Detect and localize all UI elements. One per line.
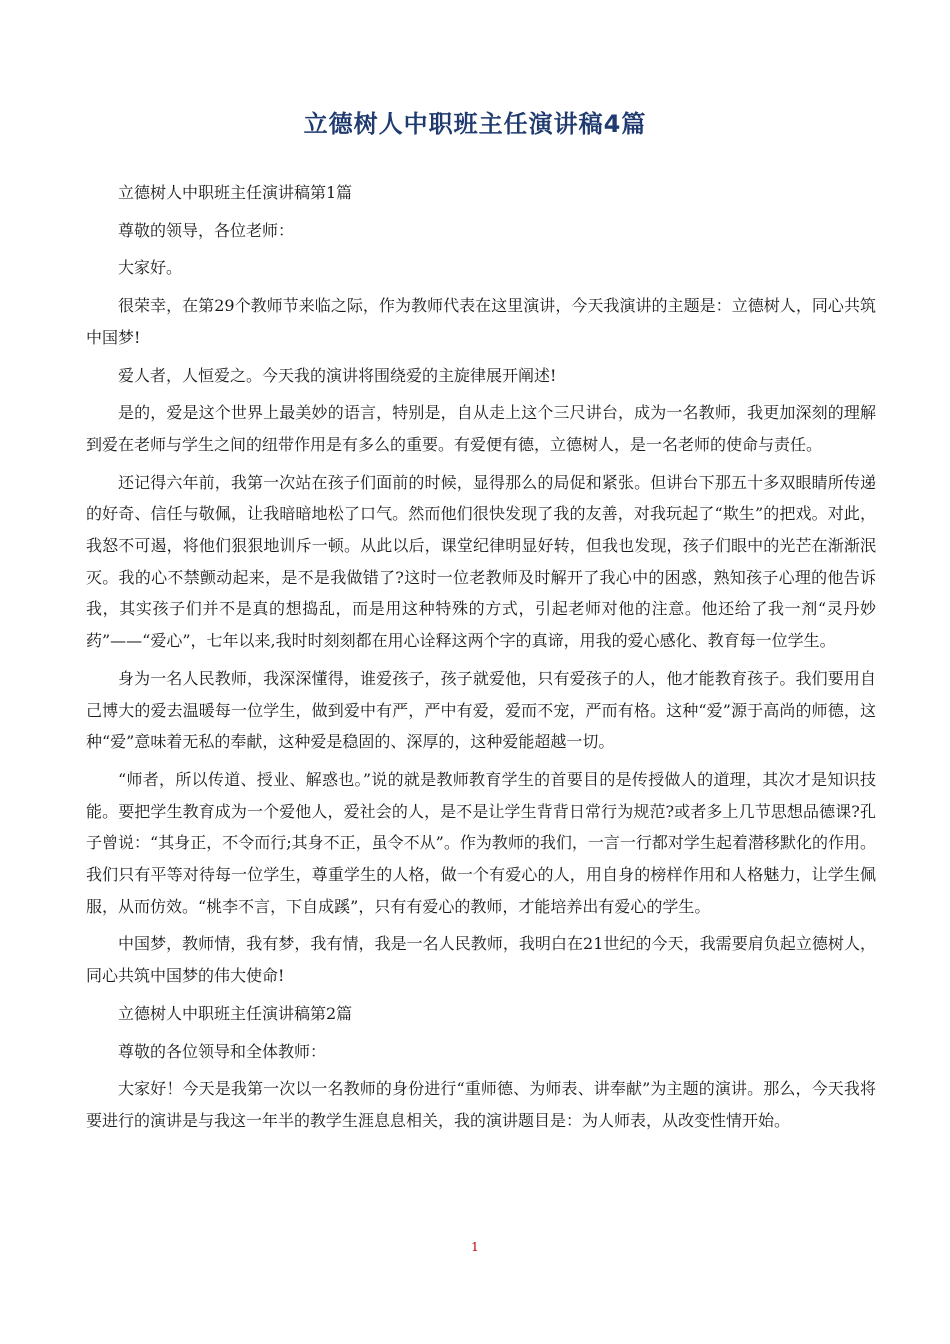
paragraph: 还记得六年前，我第一次站在孩子们面前的时候，显得那么的局促和紧张。但讲台下那五十多双眼睛所传递的好奇、信任与敬佩，让我暗暗地松了口气。然而他们很快发现了我的友善，对我玩起了“欺生”的把戏。对此，我怒不可遏，将他们狠狠地训斥一顿。从此以后，课堂纪律明显好转，但我也发现，孩子们眼中的光芒在渐渐泯灭。我的心不禁颤动起来，是不是我做错了?这时一位老教师及时解开了我心中的困惑，熟知孩子心理的他告诉我，其实孩子们并不是真的想捣乱，而是用这种特殊的方式，引起老师对他的注意。他还给了我一剂“灵丹妙药”——“爱心”，七年以来,我时时刻刻都在用心诠释这两个字的真谛，用我的爱心感化、教育每一位学生。: [86, 472, 876, 651]
section-heading: 立德树人中职班主任演讲稿第2篇: [118, 1003, 353, 1023]
paragraph: 很荣幸，在第29个教师节来临之际，作为教师代表在这里演讲，今天我演讲的主题是：立德树人，同心共筑中国梦!: [86, 296, 876, 347]
page-number: 1: [471, 1240, 479, 1254]
document-body: [86, 177, 876, 1143]
document-title: 立德树人中职班主任演讲稿4篇: [303, 110, 647, 138]
paragraph: 是的，爱是这个世界上最美妙的语言，特别是，自从走上这个三尺讲台，成为一名教师，我更加深刻的理解到爱在老师与学生之间的纽带作用是有多么的重要。有爱便有德，立德树人，是一名老师的使命与责任。: [86, 403, 876, 454]
greeting: 大家好。: [118, 258, 183, 278]
salutation: 尊敬的领导，各位老师：: [118, 220, 295, 240]
paragraph: 中国梦，教师情，我有梦，我有情，我是一名人民教师，我明白在21世纪的今天，我需要肩负起立德树人，同心共筑中国梦的伟大使命!: [86, 934, 876, 986]
paragraph: “师者，所以传道、授业、解惑也。”说的就是教师教育学生的首要目的是传授做人的道理，其次才是知识技能。要把学生教育成为一个爱他人，爱社会的人，是不是让学生背背日常行为规范?或者多上几节思想品德课?孔子曾说：“其身正，不令而行;其身不正，虽令不从”。作为教师的我们，一言一行都对学生起着潜移默化的作用。我们只有平等对待每一位学生，尊重学生的人格，做一个有爱心的人，用自身的榜样作用和人格魅力，让学生佩服，从而仿效。“桃李不言，下自成蹊”，只有有爱心的教师，才能培养出有爱心的学生。: [86, 769, 876, 916]
salutation: 尊敬的各位领导和全体教师：: [118, 1041, 327, 1061]
section-heading: 立德树人中职班主任演讲稿第1篇: [118, 183, 353, 202]
paragraph: 身为一名人民教师，我深深懂得，谁爱孩子，孩子就爱他，只有爱孩子的人，他才能教育孩子。我们要用自己博大的爱去温暖每一位学生，做到爱中有严，严中有爱，爱而不宠，严而有格。这种“爱”源于高尚的师德，这种“爱”意味着无私的奉献，这种爱是稳固的、深厚的，这种爱能超越一切。: [86, 668, 876, 752]
paragraph: 大家好！今天是我第一次以一名教师的身份进行“重师德、为师表、讲奉献”为主题的演讲。那么，今天我将要进行的演讲是与我这一年半的教学生涯息息相关，我的演讲题目是：为人师表，从改变性情开始。: [86, 1079, 876, 1130]
paragraph: 爱人者，人恒爱之。今天我的演讲将围绕爱的主旋律展开阐述!: [118, 365, 557, 385]
